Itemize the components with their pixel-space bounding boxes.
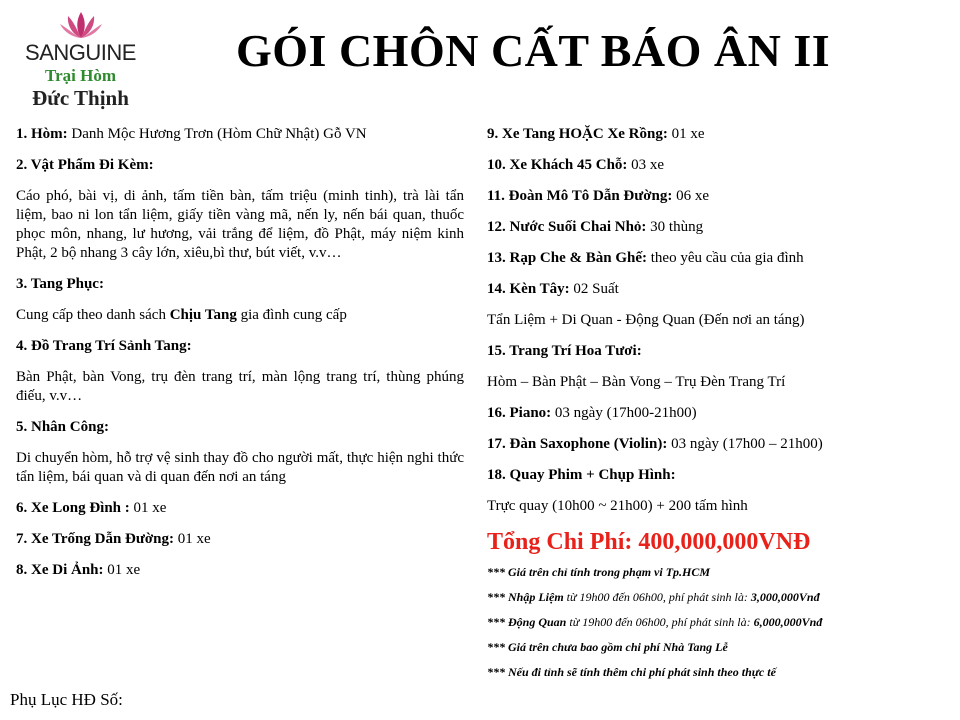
page-title: GÓI CHÔN CẤT BÁO ÂN II: [236, 25, 831, 76]
item-1: 1. Hòm: Danh Mộc Hương Trơn (Hòm Chữ Nhật) Gỗ VN: [16, 126, 367, 142]
total-cost: Tổng Chi Phí: 400,000,000VNĐ: [487, 529, 811, 555]
item-10: 10. Xe Khách 45 Chỗ: 03 xe: [487, 157, 665, 173]
right-column: [487, 125, 942, 689]
item-4-description: Bàn Phật, bàn Vong, trụ đèn trang trí, màn lộng trang trí, thùng phúng điếu, v.v…: [16, 369, 464, 404]
item-2: 2. Vật Phẩm Đi Kèm:: [16, 157, 154, 173]
contract-appendix-label: Phụ Lục HĐ Số:: [10, 690, 123, 709]
item-3: 3. Tang Phục:: [16, 276, 104, 292]
note-4: *** Giá trên chưa bao gồm chi phí Nhà Tang Lễ: [487, 640, 728, 654]
item-15-description: Hòm – Bàn Phật – Bàn Vong – Trụ Đèn Trang Trí: [487, 374, 786, 390]
item-18: 18. Quay Phim + Chụp Hình:: [487, 467, 676, 483]
item-3-description: Cung cấp theo danh sách Chịu Tang gia đình cung cấp: [16, 307, 347, 323]
brand-subtitle: Trại Hòm: [45, 66, 116, 85]
item-5-description: Di chuyển hòm, hỗ trợ vệ sinh thay đồ cho người mất, thực hiện nghi thức tẩn liệm, bái quan và di quan đến nơi an táng: [16, 450, 464, 485]
left-column: [16, 125, 464, 592]
note-2: *** Nhập Liệm từ 19h00 đến 06h00, phí phát sinh là: 3,000,000Vnđ: [487, 590, 820, 604]
item-8: 8. Xe Di Ảnh: 01 xe: [16, 562, 141, 578]
item-6: 6. Xe Long Đình : 01 xe: [16, 500, 167, 516]
lotus-icon: [58, 10, 104, 40]
item-7: 7. Xe Trống Dẫn Đường: 01 xe: [16, 531, 211, 547]
note-3: *** Động Quan từ 19h00 đến 06h00, phí phát sinh là: 6,000,000Vnđ: [487, 615, 823, 629]
brand-name-secondary: Đức Thịnh: [32, 86, 129, 110]
item-11: 11. Đoàn Mô Tô Dẫn Đường: 06 xe: [487, 188, 710, 204]
company-logo: [18, 10, 143, 110]
item-15: 15. Trang Trí Hoa Tươi:: [487, 343, 642, 359]
item-4: 4. Đồ Trang Trí Sảnh Tang:: [16, 338, 192, 354]
item-2-description: Cáo phó, bài vị, di ảnh, tấm tiền bàn, tấm triệu (minh tinh), trà lài tẩn liệm, bao ni lon tẩn liệm, giấy tiền vàng mã, nến ly, nến bái quan, thuốc phọc môn, nhang, lư hương, vải trắng để liệm, đồ Phật, máy niệm kinh Phật, 2 bộ nhang 3 cây lớn, xiêu,bì thư, bút viết, v.v…: [16, 188, 464, 261]
note-5: *** Nếu đi tỉnh sẽ tính thêm chi phí phát sinh theo thực tế: [487, 665, 776, 679]
item-14-description: Tẩn Liệm + Di Quan - Động Quan (Đến nơi an táng): [487, 312, 805, 328]
item-14: 14. Kèn Tây: 02 Suất: [487, 281, 619, 297]
note-1: *** Giá trên chỉ tính trong phạm vi Tp.HCM: [487, 565, 711, 579]
item-12: 12. Nước Suối Chai Nhỏ: 30 thùng: [487, 219, 704, 235]
item-18-description: Trực quay (10h00 ~ 21h00) + 200 tấm hình: [487, 498, 748, 514]
item-16: 16. Piano: 03 ngày (17h00-21h00): [487, 405, 697, 421]
item-5: 5. Nhân Công:: [16, 419, 109, 435]
item-13: 13. Rạp Che & Bàn Ghế: theo yêu cầu của gia đình: [487, 250, 804, 266]
item-9: 9. Xe Tang HOẶC Xe Rồng: 01 xe: [487, 126, 705, 142]
brand-name: SANGUINE: [25, 40, 136, 65]
item-17: 17. Đàn Saxophone (Violin): 03 ngày (17h00 – 21h00): [487, 436, 823, 452]
